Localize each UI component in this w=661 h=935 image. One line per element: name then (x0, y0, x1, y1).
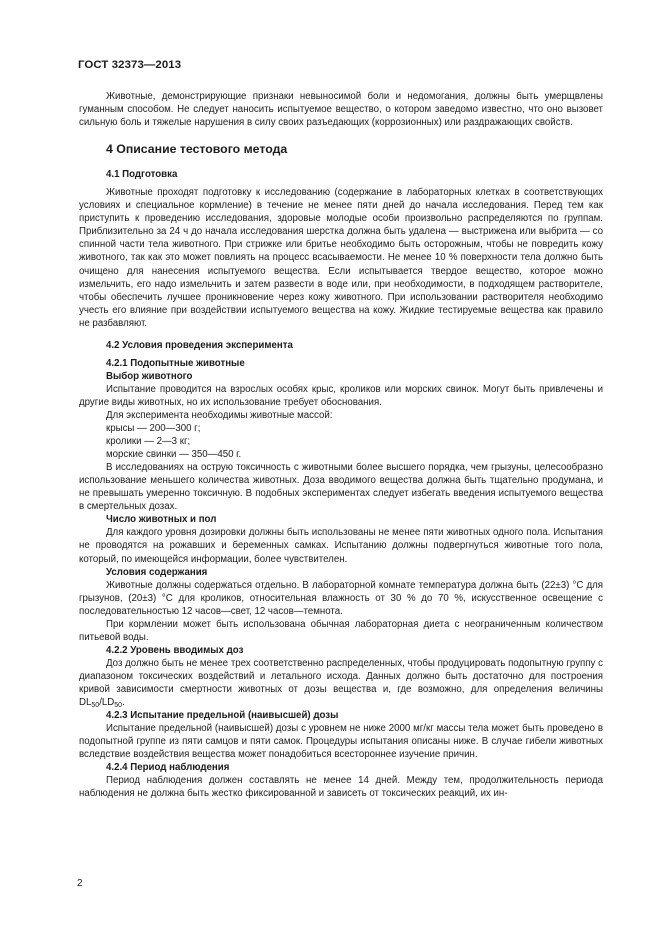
document-body (79, 90, 603, 800)
mass-rats: крысы — 200—300 г; (106, 423, 201, 435)
section-4-2-2-heading: 4.2.2 Уровень вводимых доз (106, 644, 244, 656)
higher-animals-text: В исследованиях на острую токсичность с животными более высшего порядка, чем грызуны, целесообразно использование меньшего количества животных. Доза вводимого вещества должна быть тщательно продумана, и не превышать умеренно токсичную. В подобных экспериментах следует избегать введения испытуемого вещества в смертельных дозах. (79, 462, 603, 513)
section-4-2-3-text: Испытание предельной (наивысшей) дозы с уровнем не ниже 2000 мг/кг массы тела может быть проведено в подопытной группе из пяти самцов и пяти самок. Процедуры испытания описаны ниже. В случае гибели животных вследствие воздействия вещества может понадобиться всестороннее изучение причин. (79, 723, 603, 761)
animal-choice-text: Испытание проводится на взрослых особях крыс, кроликов или морских свинок. Могут быть привлечены и другие виды животных, но их использование требует обоснования. (79, 383, 603, 408)
section-4-2-heading: 4.2 Условия проведения эксперимента (106, 339, 293, 351)
section-4-2-4-text: Период наблюдения должен составлять не менее 14 дней. Между тем, продолжительность периода наблюдения не должна быть жестко фиксированной и зависеть от токсических реакций, их ин- (79, 775, 603, 800)
animal-mass-intro: Для эксперимента необходимы животные массой: (106, 409, 333, 421)
section-4-1-heading: 4.1 Подготовка (106, 169, 178, 181)
page-number: 2 (77, 878, 83, 889)
section-4-1-text: Животные проходят подготовку к исследованию (содержание в лабораторных клетках в соответствующих условиях и специальное кормление) в течение не менее пяти дней до начала исследования. Перед тем как приступить к проведению исследования, здоровые молодые особи произвольно распределяются по группам. Приблизительно за 24 ч до начала исследования шерстка должна быть удалена — выстрижена или выбрита — со спинной части тела животного. При стрижке или бритье необходимо быть осторожным, чтобы не повредить кожу животного, так как это может повлиять на процесс всасываемости. Не менее 10 % поверхности тела должно быть очищено для нанесения испытуемого вещества. Если испытывается твердое вещество, которое можно измельчить, его надо измельчить и затем развести в воде или, при необходимости, в подходящем растворителе, чтобы обеспечить лучшее проникновение через кожу животного. При использовании растворителя необходимо учесть его влияние при воздействии испытуемого вещества на кожу. Жидкие тестируемые вещества как правило не разбавляют. (79, 187, 603, 329)
dose-level-end: . (122, 697, 125, 709)
section-4-heading: 4 Описание тестового метода (106, 142, 288, 157)
animal-choice-heading: Выбор животного (106, 370, 193, 382)
section-4-2-2-text (79, 657, 603, 709)
document-header: ГОСТ 32373—2013 (78, 59, 182, 71)
mass-guinea-pigs: морские свинки — 350—450 г. (106, 449, 242, 461)
keeping-conditions-text: Животные должны содержаться отдельно. В лабораторной комнате температура должна быть (22±3) °С для грызунов, (20±3) °С для кроликов, относительная влажность от 30 % до 70 %, искусственное освещение с последовательностью 12 часов—свет, 12 часов—темнота. (79, 579, 603, 617)
section-4-2-3-heading: 4.2.3 Испытание предельной (наивысшей) дозы (106, 710, 339, 722)
animal-count-heading: Число животных и пол (106, 514, 217, 526)
dl-subscript: 50 (91, 702, 100, 710)
feeding-text: При кормлении может быть использована обычная лабораторная диета с неограниченным количеством питьевой воды. (79, 618, 603, 643)
ld-label: /LD (99, 697, 115, 709)
section-4-2-4-heading: 4.2.4 Период наблюдения (106, 762, 230, 774)
animal-count-text: Для каждого уровня дозировки должны быть использованы не менее пяти животных одного пола. Испытания не проводятся на рожавших и беременных самках. Испытанию должны подвергнуться животные того пола, который, по имеющейся информации, более чувствителен. (79, 527, 603, 565)
ld-subscript: 50 (114, 702, 123, 710)
section-4-2-1-heading: 4.2.1 Подопытные животные (106, 357, 245, 369)
keeping-conditions-heading: Условия содержания (106, 566, 208, 578)
dose-level-text: Доз должно быть не менее трех соответственно распределенных, чтобы продуцировать подопытную группу с диапазоном токсических воздействий и летального исхода. Данных должно быть достаточно для построения кривой зависимости смертности животных от дозы вещества и, где возможно, для определения величины DL (79, 657, 603, 709)
mass-rabbits: кролики — 2—3 кг; (106, 436, 191, 448)
intro-paragraph: Животные, демонстрирующие признаки невыносимой боли и недомогания, должны быть умерщвлены гуманным способом. Не следует наносить испытуемое вещество, о котором заведомо известно, что оно вызовет сильную боль и тяжелые нарушения в силу своих разъедающих (коррозионных) или раздражающих свойств. (79, 91, 603, 129)
